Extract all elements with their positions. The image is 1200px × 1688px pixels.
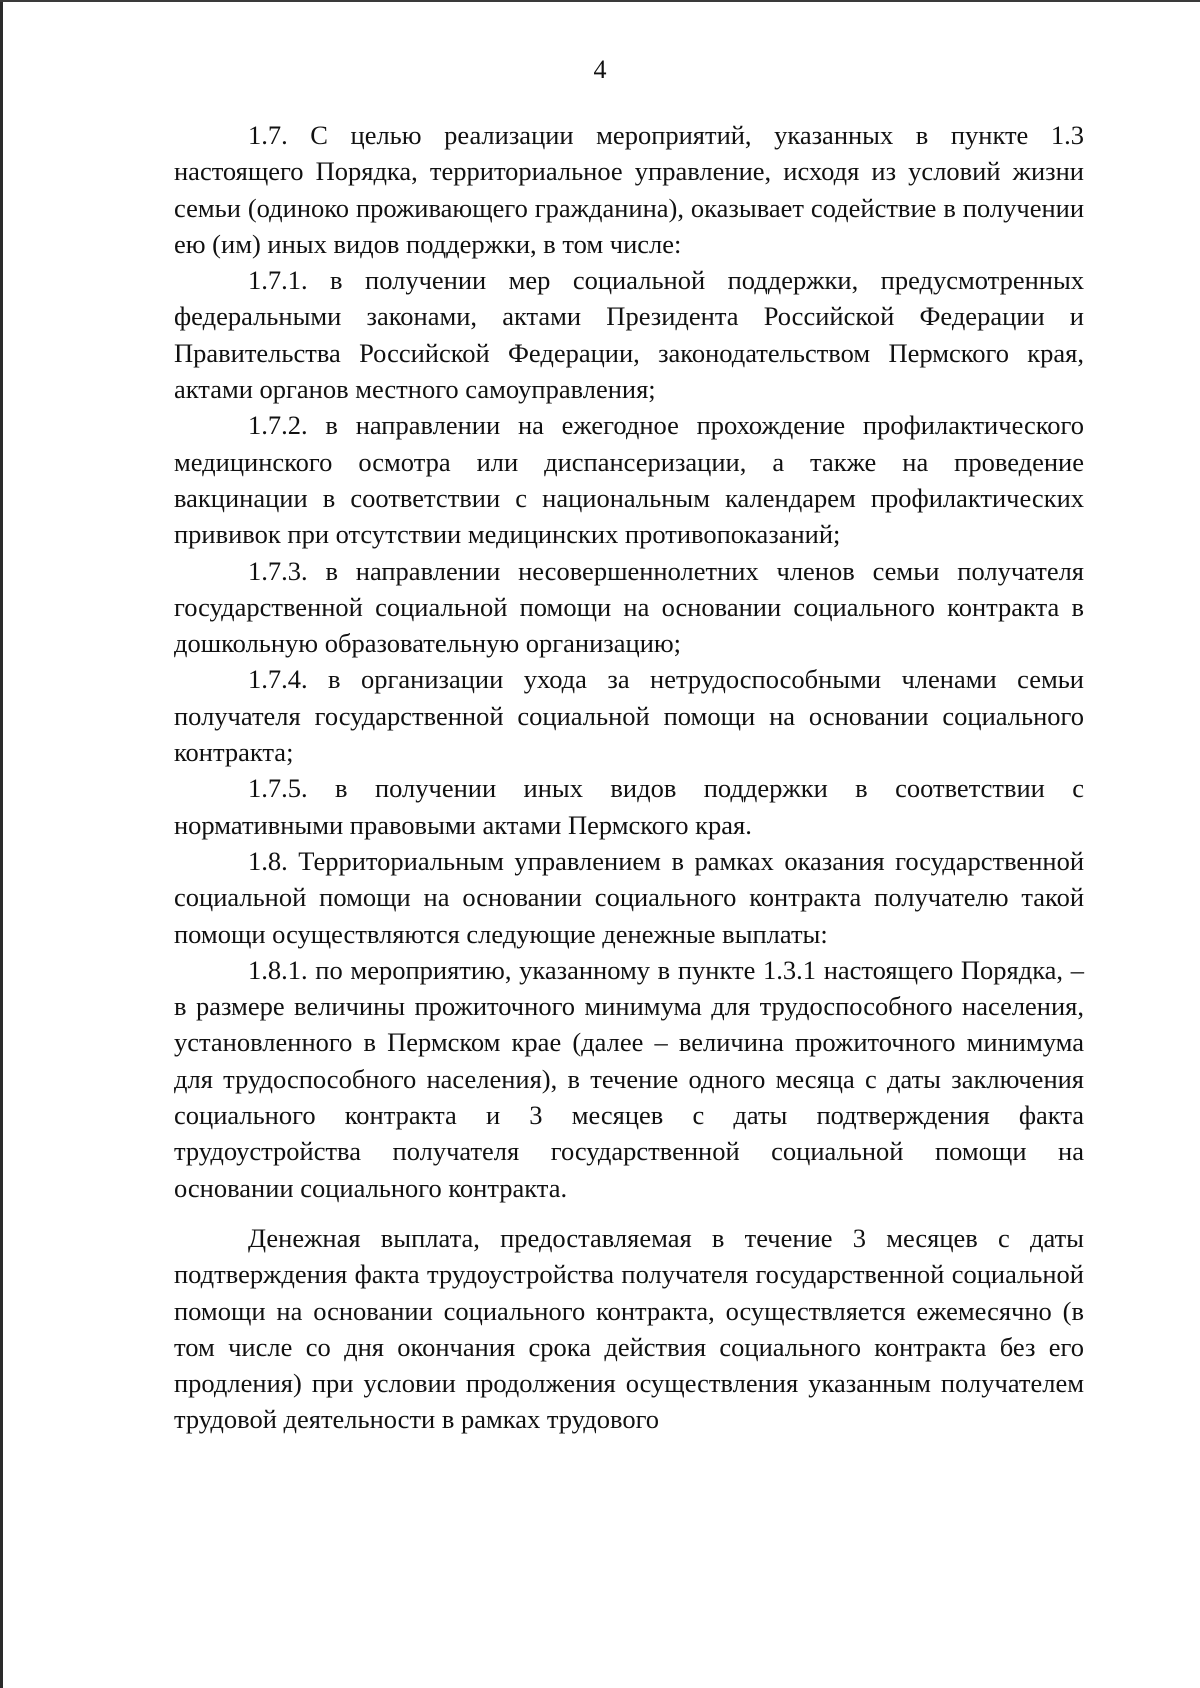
paragraph-1-8: 1.8. Территориальным управлением в рамках оказания государственной социальной помощи на основании социального контракта получателю такой помощи осуществляются следующие денежные выплаты: bbox=[174, 845, 1084, 949]
paragraph-payment-conditions: Денежная выплата, предоставляемая в течение 3 месяцев с даты подтверждения факта трудоустройства получателя государственной социальной помощи на основании социального контракта, осуществляется ежемесячно (в том числе со дня окончания срока действия социального контракта без его продления) при условии продолжения осуществления указанным получателем трудовой деятельности в рамках трудового bbox=[174, 1222, 1084, 1435]
paragraph-1-8-1: 1.8.1. по мероприятию, указанному в пункте 1.3.1 настоящего Порядка, – в размере величины прожиточного минимума для трудоспособного населения, установленного в Пермском крае (далее – величина прожиточного минимума для трудоспособного населения), в течение одного месяца с даты заключения социального контракта и 3 месяцев с даты подтверждения факта трудоустройства получателя государственной социальной помощи на основании социального контракта. bbox=[174, 954, 1084, 1203]
paragraph-1-7-5: 1.7.5. в получении иных видов поддержки в соответствии с нормативными правовыми актами Пермского края. bbox=[174, 773, 1084, 840]
scan-edge-top bbox=[0, 0, 1200, 2]
paragraph-1-7-4: 1.7.4. в организации ухода за нетрудоспособными членами семьи получателя государственной социальной помощи на основании социального контракта; bbox=[174, 664, 1084, 768]
paragraph-1-7-2: 1.7.2. в направлении на ежегодное прохождение профилактического медицинского осмотра или диспансеризации, а также на проведение вакцинации в соответствии с национальным календарем профилактических прививок при отсутствии медицинских противопоказаний; bbox=[174, 410, 1084, 550]
scan-edge-left bbox=[0, 0, 3, 1688]
paragraph-1-7: 1.7. С целью реализации мероприятий, указанных в пункте 1.3 настоящего Порядка, территориальное управление, исходя из условий жизни семьи (одиноко проживающего гражданина), оказывает содействие в получении ею (им) иных видов поддержки, в том числе: bbox=[174, 120, 1084, 259]
document-body bbox=[174, 117, 1084, 1438]
paragraph-1-7-3: 1.7.3. в направлении несовершеннолетних членов семьи получателя государственной социальной помощи на основании социального контракта в дошкольную образовательную организацию; bbox=[174, 555, 1084, 659]
paragraph-1-7-1: 1.7.1. в получении мер социальной поддержки, предусмотренных федеральными законами, актами Президента Российской Федерации и Правительства Российской Федерации, законодательством Пермского края, актами органов местного самоуправления; bbox=[174, 265, 1084, 405]
page-number: 4 bbox=[593, 55, 607, 84]
